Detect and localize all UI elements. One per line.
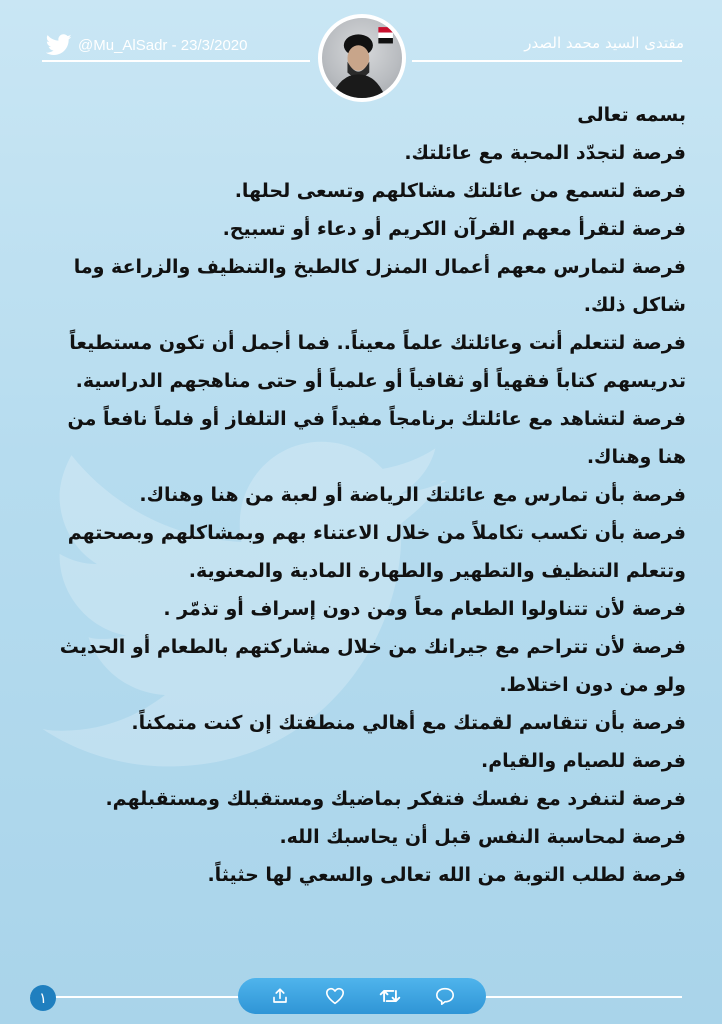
heart-icon — [325, 987, 345, 1005]
page-number-badge: ١ — [30, 985, 56, 1011]
tweet-body — [36, 96, 686, 894]
action-bar — [238, 978, 486, 1014]
text-line: فرصة لتمارس معهم أعمال المنزل كالطبخ والتنظيف والزراعة وما شاكل ذلك. — [73, 256, 686, 316]
text-line: فرصة بأن تتقاسم لقمتك مع أهالي منطقتك إن كنت متمكناً. — [131, 712, 686, 734]
text-line: فرصة لطلب التوبة من الله تعالى والسعي لها حثيثاً. — [207, 864, 686, 886]
text-line: فرصة للصيام والقيام. — [481, 750, 686, 772]
text-line: فرصة بأن تمارس مع عائلتك الرياضة أو لعبة من هنا وهناك. — [139, 484, 686, 506]
like-button[interactable] — [324, 985, 346, 1007]
text-line: فرصة لتقرأ معهم القرآن الكريم أو دعاء أو تسبيح. — [222, 218, 686, 240]
twitter-bird-icon — [46, 34, 72, 56]
text-line: فرصة لمحاسبة النفس قبل أن يحاسبك الله. — [279, 826, 686, 848]
share-icon — [271, 987, 289, 1005]
text-line: فرصة بأن تكسب تكاملاً من خلال الاعتناء بهم وبمشاكلهم وبصحتهم وتتعلم التنظيف والتطهير والطهارة المادية والمعنوية. — [67, 522, 686, 582]
profile-photo — [322, 18, 402, 98]
retweet-icon — [379, 987, 401, 1005]
reply-icon — [435, 987, 455, 1005]
reply-button[interactable] — [434, 985, 456, 1007]
text-line: فرصة لأن تتراحم مع جيرانك من خلال مشاركتهم بالطعام أو الحديث ولو من دون اختلاط. — [59, 636, 686, 696]
text-line: فرصة لتشاهد مع عائلتك برنامجاً مفيداً في التلفاز أو فلماً نافعاً من هنا وهناك. — [67, 408, 686, 468]
text-line: فرصة لأن تتناولوا الطعام معاً ومن دون إسراف أو تذمّر . — [163, 598, 686, 620]
share-button[interactable] — [269, 985, 291, 1007]
header-divider-left — [42, 60, 310, 62]
twitter-handle[interactable] — [46, 34, 248, 56]
author-name: مقتدى السيد محمد الصدر — [524, 34, 684, 52]
text-line: فرصة لتنفرد مع نفسك فتفكر بماضيك ومستقبلك ومستقبلهم. — [105, 788, 686, 810]
header-divider-right — [412, 60, 682, 62]
avatar[interactable] — [318, 14, 406, 102]
retweet-button[interactable] — [379, 985, 401, 1007]
handle-date-text: @Mu_AlSadr - 23/3/2020 — [78, 36, 248, 54]
tweet-title: بسمه تعالى — [577, 104, 686, 126]
text-line: فرصة لتجدّد المحبة مع عائلتك. — [404, 142, 686, 164]
text-line: فرصة لتسمع من عائلتك مشاكلهم وتسعى لحلها. — [234, 180, 686, 202]
text-line: فرصة لتتعلم أنت وعائلتك علماً معيناً.. فما أجمل أن تكون مستطيعاً تدريسهم كتاباً فقهياً أو ثقافياً أو علمياً أو حتى مناهجهم الدراسية. — [69, 332, 686, 392]
